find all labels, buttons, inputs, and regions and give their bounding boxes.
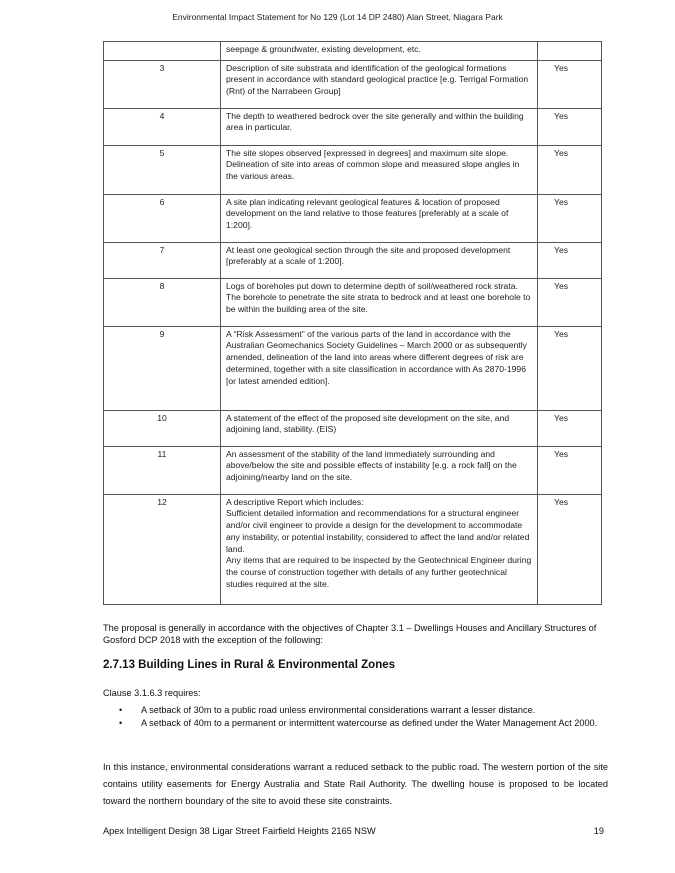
section-heading: 2.7.13 Building Lines in Rural & Environmental Zones [103,659,396,671]
table-row [104,145,602,194]
page-number: 19 [593,826,604,836]
list-item [103,717,608,729]
description-cell: An assessment of the stability of the land immediately surrounding and above/below the site and possible effects of instability [e.g. a rock fall] on the adjoining/nearby land on the site. [221,446,538,494]
answer-cell: Yes [538,494,602,604]
description-cell: seepage & groundwater, existing development, etc. [221,42,538,61]
bullet-icon: • [119,718,123,729]
answer-cell: Yes [538,108,602,145]
requirements-list [103,704,608,730]
requirements-table [103,41,602,605]
description-cell: The depth to weathered bedrock over the site generally and within the building area in particular. [221,108,538,145]
answer-cell: Yes [538,242,602,278]
footer-company: Apex Intelligent Design 38 Ligar Street Fairfield Heights 2165 NSW [103,826,376,836]
item-number-cell: 6 [104,194,221,242]
description-cell: The site slopes observed [expressed in degrees] and maximum site slope. Delineation of site into areas of common slope and measured slope angles in the various areas. [221,145,538,194]
answer-cell: Yes [538,410,602,446]
description-cell: A site plan indicating relevant geological features & location of proposed development on the land relative to those features [preferably at a scale of 1:200]. [221,194,538,242]
intro-paragraph: The proposal is generally in accordance with the objectives of Chapter 3.1 – Dwellings Houses and Ancillary Structures of Gosford DCP 2018 with the exception of the following: [103,623,597,646]
description-cell: A statement of the effect of the proposed site development on the site, and adjoining land, stability. (EIS) [221,410,538,446]
answer-cell: Yes [538,326,602,410]
description-cell: A descriptive Report which includes: Sufficient detailed information and recommendations for a structural engineer and/or civil engineer to provide a design for the development to accommodate any instability, or potential instability, considered to affect the land and/or related land. Any items that are required to be inspected by the Geotechnical Engineer during the course of construction together with details of any further geotechnical studies required at the site. [221,494,538,604]
item-number-cell: 10 [104,410,221,446]
answer-cell [538,42,602,61]
item-number-cell: 8 [104,278,221,326]
description-cell: A “Risk Assessment” of the various parts of the land in accordance with the Australian Geomechanics Society Guidelines – March 2000 or as subsequently amended, delineation of the land into areas where different degrees of risk are determined, together with a site classification in accordance with As 2870-1996 [or latest amended edition]. [221,326,538,410]
table-row [104,60,602,108]
item-number-cell: 11 [104,446,221,494]
item-number-cell: 9 [104,326,221,410]
item-number-cell: 7 [104,242,221,278]
table-row [104,326,602,410]
description-cell: Description of site substrata and identification of the geological formations present in accordance with standard geological practice [e.g. Terrigal Formation (Rnt) of the Narrabeen Group] [221,60,538,108]
answer-cell: Yes [538,446,602,494]
table-row [104,194,602,242]
answer-cell: Yes [538,278,602,326]
list-item [103,704,608,716]
bullet-icon: • [119,705,123,715]
description-cell: Logs of boreholes put down to determine depth of soil/weathered rock strata. The borehole to penetrate the site strata to bedrock and at least one borehole to be within the building area of the site. [221,278,538,326]
table-row [104,410,602,446]
list-item-text: A setback of 30m to a public road unless environmental considerations warrant a lesser distance. [141,705,536,715]
item-number-cell: 5 [104,145,221,194]
answer-cell: Yes [538,194,602,242]
description-cell: At least one geological section through the site and proposed development [preferably at a scale of 1:200]. [221,242,538,278]
table-row [104,242,602,278]
clause-text: Clause 3.1.6.3 requires: [103,688,201,698]
table-row [104,446,602,494]
table-row [104,278,602,326]
document-header: Environmental Impact Statement for No 129 (Lot 14 DP 2480) Alan Street, Niagara Park [172,12,503,22]
table-row [104,494,602,604]
answer-cell: Yes [538,145,602,194]
answer-cell: Yes [538,60,602,108]
requirements-table-body [104,42,602,605]
item-number-cell: 12 [104,494,221,604]
list-item-text: A setback of 40m to a permanent or intermittent watercourse as defined under the Water Management Act 2000. [141,718,598,729]
item-number-cell: 4 [104,108,221,145]
item-number-cell [104,42,221,61]
table-row [104,42,602,61]
table-row [104,108,602,145]
closing-paragraph: In this instance, environmental considerations warrant a reduced setback to the public road. The western portion of the site contains utility easements for Energy Australia and State Rail Authority. The dwelling house is proposed to be located toward the northern boundary of the site to avoid these site constraints. [103,762,608,806]
item-number-cell: 3 [104,60,221,108]
